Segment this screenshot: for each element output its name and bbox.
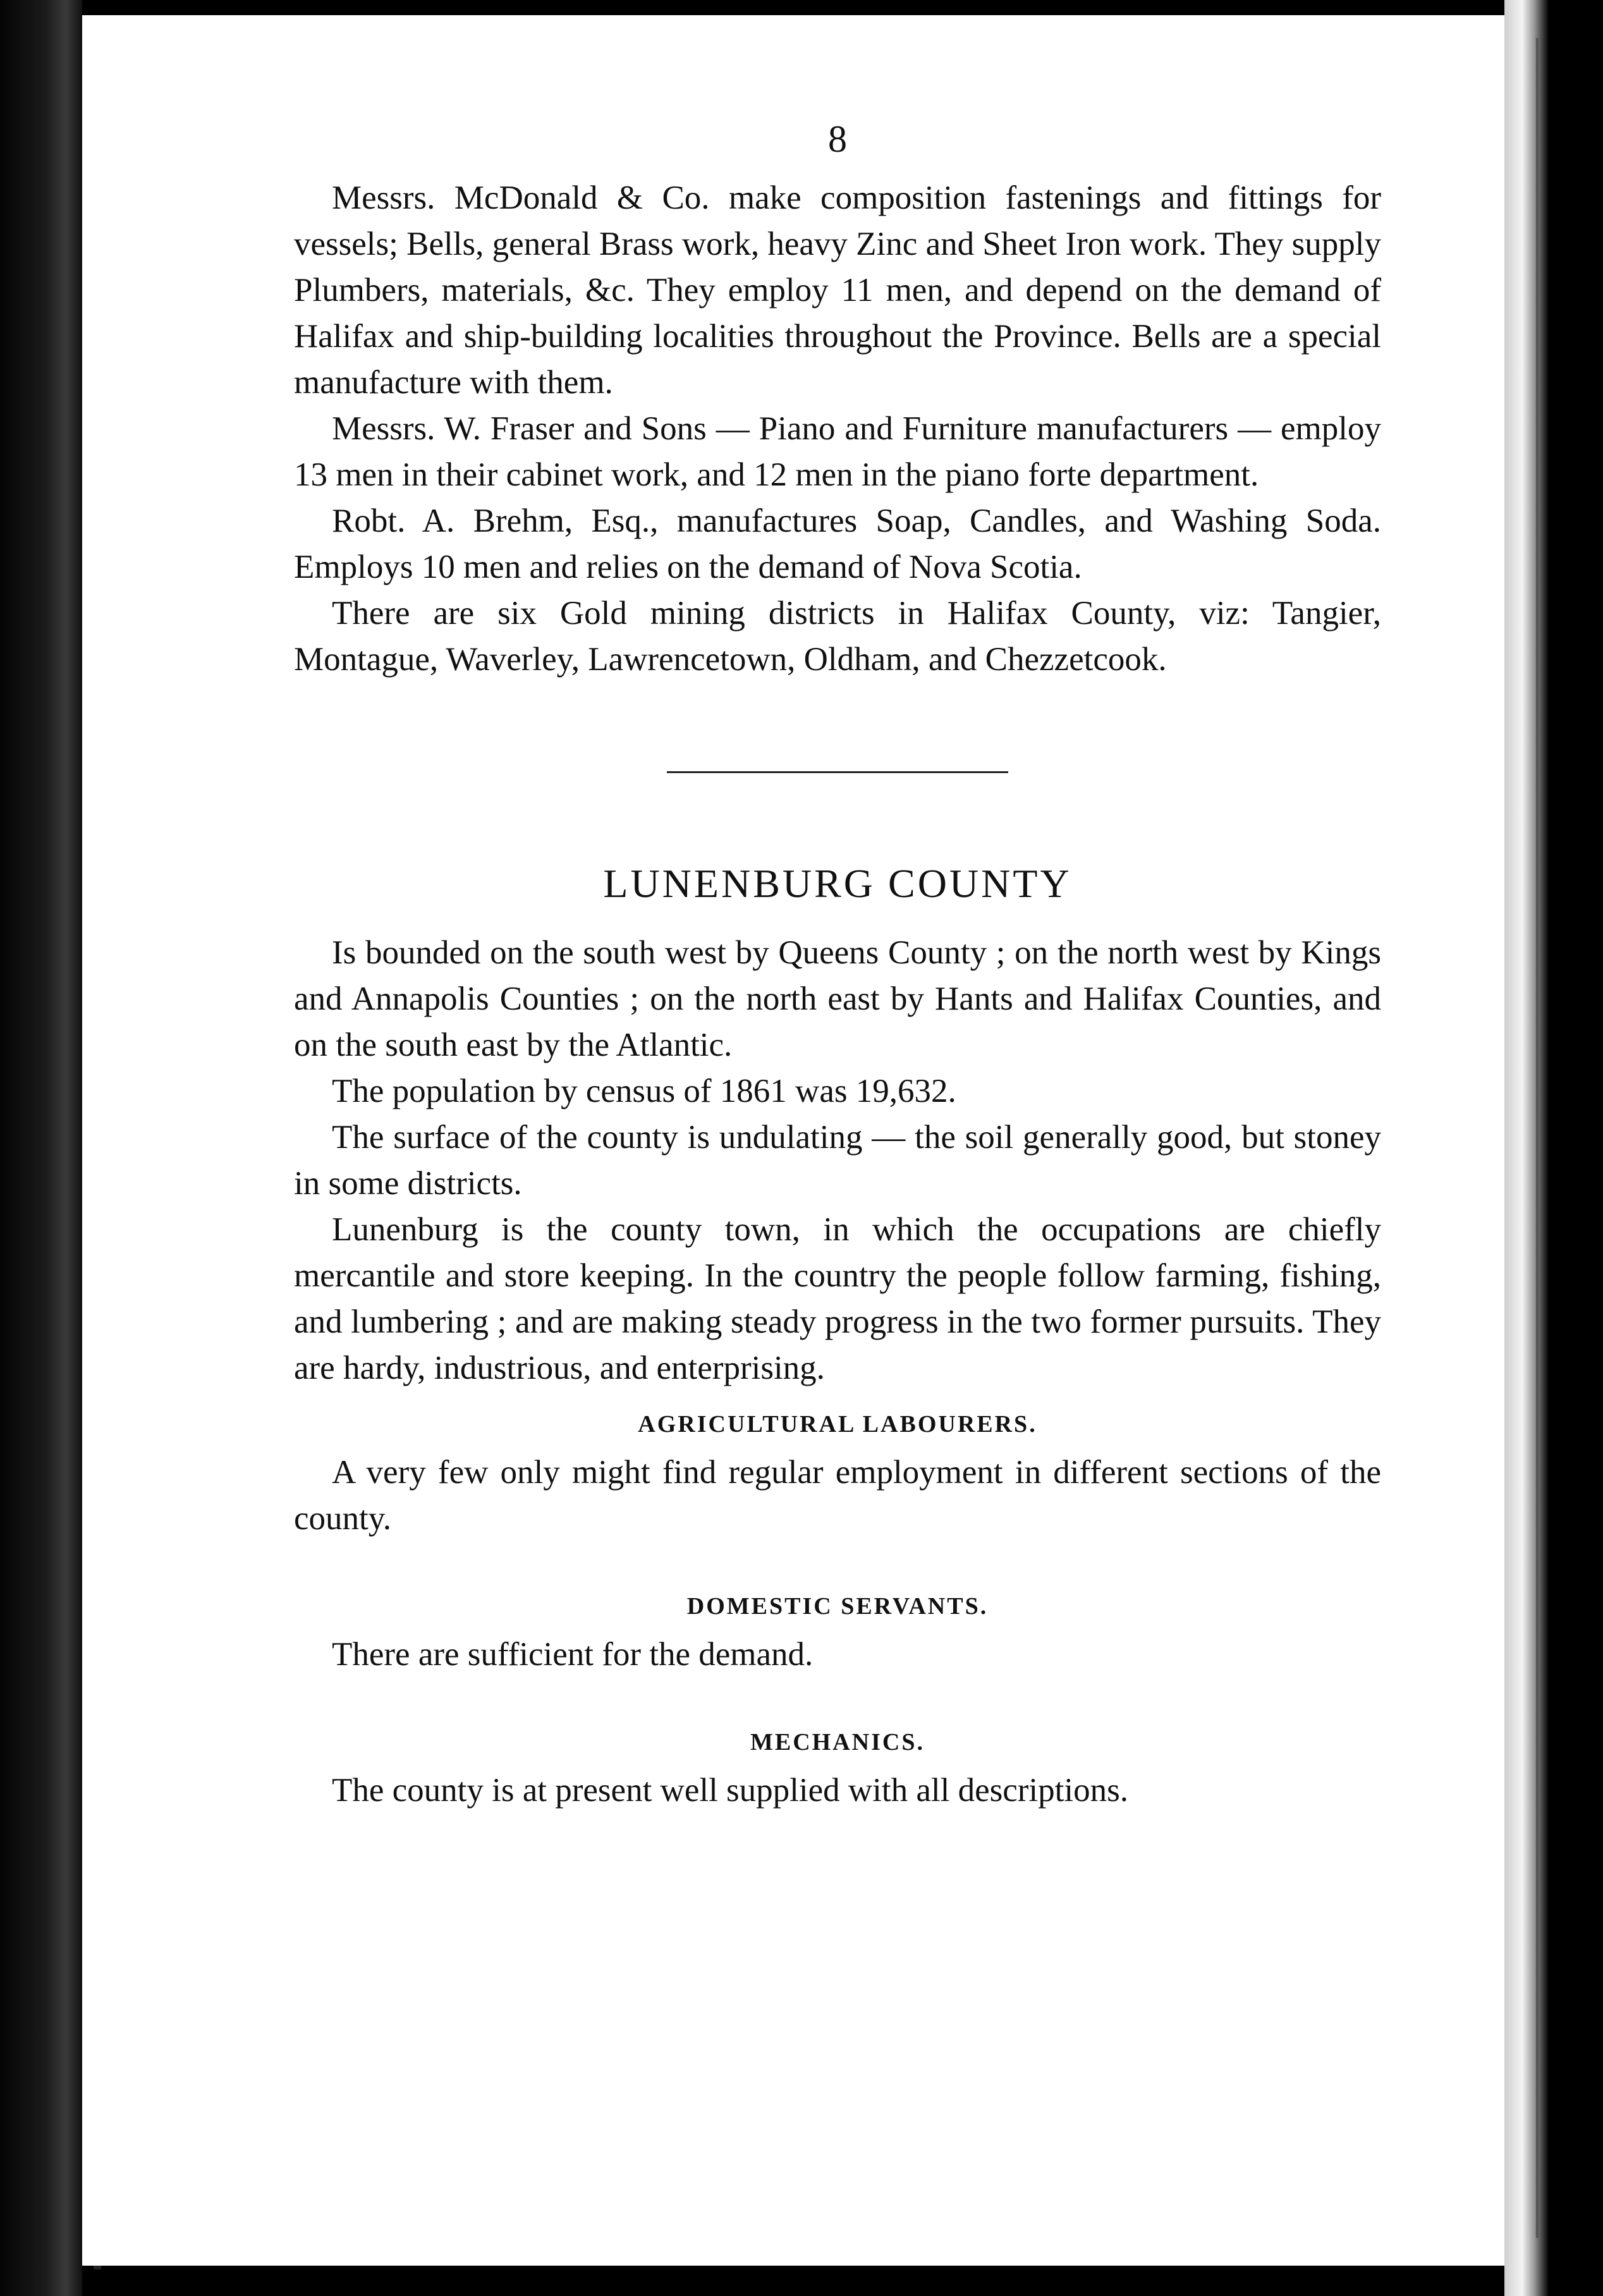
subheading-mechanics: MECHANICS. xyxy=(750,1729,925,1756)
page-edge-right xyxy=(1504,0,1603,2296)
paragraph-occupations: Lunenburg is the county town, in which the occupations are chiefly mercantile and store keeping. In the country the people follow farming, fishing, and lumbering ; and are making steady progress in the two former pursuits. They are hardy, industrious, and enterprising. xyxy=(294,1211,1381,1386)
paragraph-mechanics: The county is at present well supplied with all descriptions. xyxy=(332,1772,1128,1809)
paragraph-agricultural-labourers: A very few only might find regular employment in different sections of the county. xyxy=(294,1454,1381,1537)
paragraph-fraser: Messrs. W. Fraser and Sons — Piano and Furniture manufacturers — employ 13 men in their cabinet work, and 12 men in the piano forte department. xyxy=(294,410,1381,493)
paragraph-mcdonald: Messrs. McDonald & Co. make composition fastenings and fittings for vessels; Bells, general Brass work, heavy Zinc and Sheet Iron work. They supply Plumbers, materials, &c. They employ 11 men, and depend on the demand of Halifax and ship-building localities throughout the Province. Bells are a special manufacture with them. xyxy=(294,180,1381,401)
section-divider xyxy=(667,771,1008,773)
section-title: LUNENBURG COUNTY xyxy=(603,861,1072,906)
page-number: 8 xyxy=(828,118,847,160)
paragraph-surface: The surface of the county is undulating — the soil generally good, but stoney in some districts. xyxy=(294,1119,1381,1202)
page-edge-line xyxy=(1536,38,1539,2238)
page-text-block xyxy=(294,95,1381,1814)
paragraph-brehm: Robt. A. Brehm, Esq., manufactures Soap, Candles, and Washing Soda. Employs 10 men and relies on the demand of Nova Scotia. xyxy=(294,503,1381,585)
paragraph-domestic-servants: There are sufficient for the demand. xyxy=(332,1636,814,1673)
paragraph-boundaries: Is bounded on the south west by Queens County ; on the north west by Kings and Annapolis Counties ; on the north east by Hants and Halifax Counties, and on the south east by the Atlantic. xyxy=(294,934,1381,1063)
paragraph-population: The population by census of 1861 was 19,632. xyxy=(332,1073,956,1109)
binding-edge-left xyxy=(0,0,82,2296)
subheading-agricultural-labourers: AGRICULTURAL LABOURERS. xyxy=(638,1411,1037,1438)
paragraph-gold-mining: There are six Gold mining districts in Halifax County, viz: Tangier, Montague, Waverley, Lawrencetown, Oldham, and Chezzetcook. xyxy=(294,595,1381,678)
subheading-domestic-servants: DOMESTIC SERVANTS. xyxy=(686,1593,989,1620)
